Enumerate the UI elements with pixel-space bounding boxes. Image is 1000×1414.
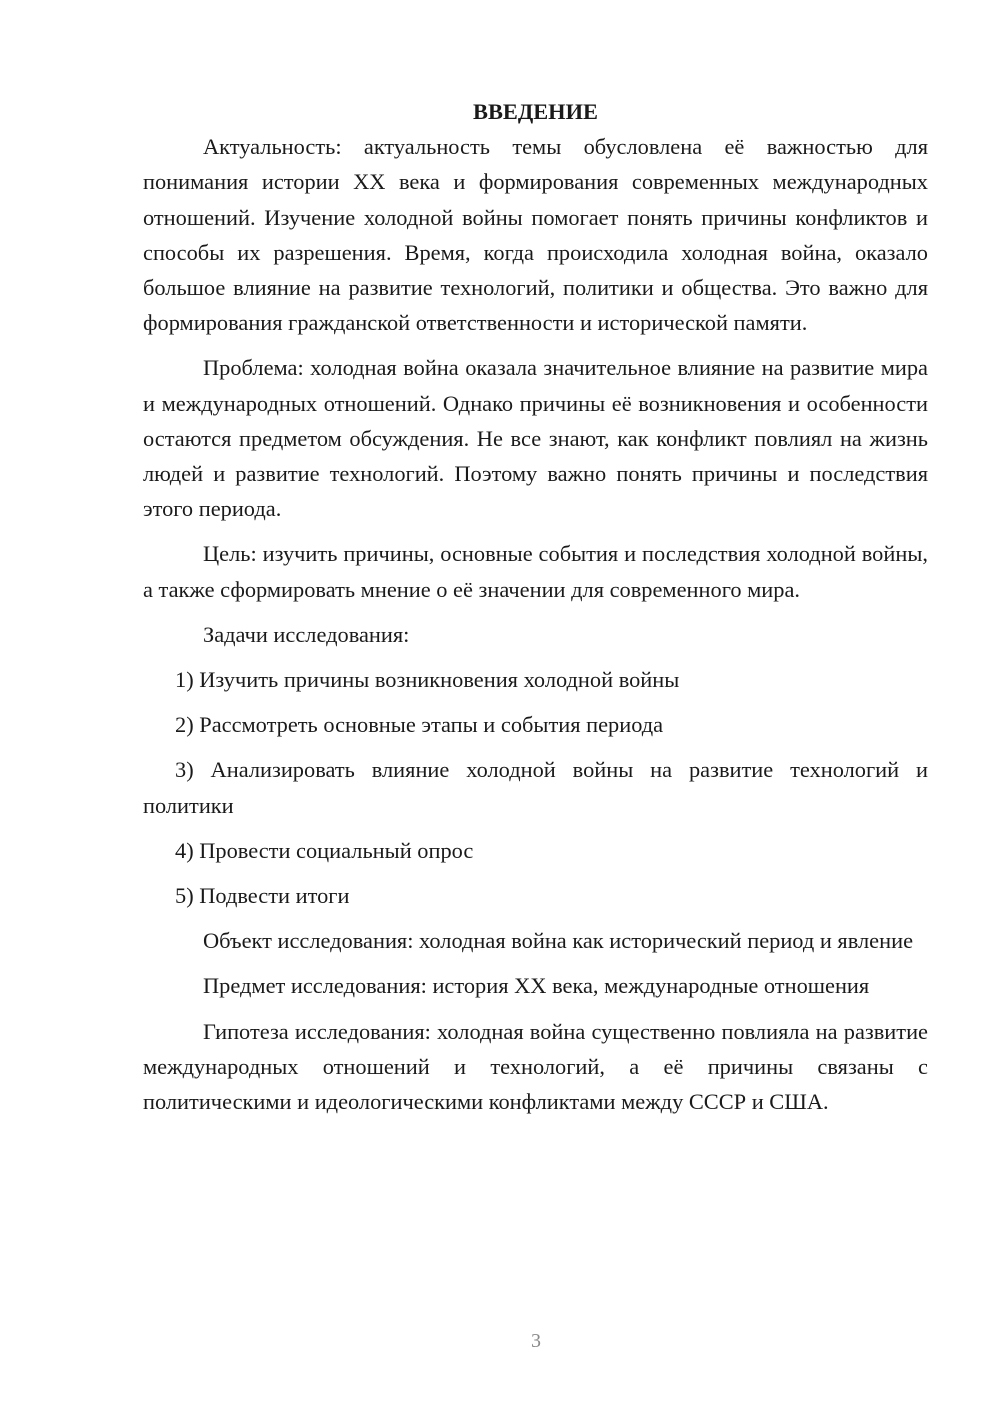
subject-paragraph: Предмет исследования: история XX века, международные отношения — [203, 973, 870, 999]
task-item: 4) Провести социальный опрос — [175, 837, 474, 863]
task-item: 1) Изучить причины возникновения холодной войны — [175, 667, 680, 693]
page-number: 3 — [531, 1330, 541, 1352]
tasks-heading: Задачи исследования: — [203, 621, 410, 647]
task-item: 3) Анализировать влияние холодной войны на развитие технологий и политики — [143, 757, 928, 818]
goal-paragraph: Цель: изучить причины, основные события и последствия холодной войны, а также сформировать мнение о её значении для современного мира. — [143, 541, 928, 602]
problem-paragraph: Проблема: холодная война оказала значительное влияние на развитие мира и международных отношений. Однако причины её возникновения и особенности остаются предметом обсуждения. Не все знают, как конфликт повлиял на жизнь людей и развитие технологий. Поэтому важно понять причины и последствия этого периода. — [143, 355, 928, 522]
page-title: ВВЕДЕНИЕ — [473, 99, 598, 124]
hypothesis-paragraph: Гипотеза исследования: холодная война существенно повлияла на развитие международных отношений и технологий, а её причины связаны с политическими и идеологическими конфликтами между СССР и США. — [143, 1018, 928, 1115]
task-item: 5) Подвести итоги — [175, 883, 350, 909]
relevance-paragraph: Актуальность: актуальность темы обусловлена её важностью для понимания истории XX века и формирования современных международных отношений. Изучение холодной войны помогает понять причины конфликтов и способы их разрешения. Время, когда происходила холодная война, оказало большое влияние на развитие технологий, политики и общества. Это важно для формирования гражданской ответственности и исторической памяти. — [143, 134, 928, 336]
page-content — [143, 94, 928, 1129]
object-paragraph: Объект исследования: холодная война как исторический период и явление — [203, 928, 914, 954]
task-item: 2) Рассмотреть основные этапы и события периода — [175, 712, 664, 738]
